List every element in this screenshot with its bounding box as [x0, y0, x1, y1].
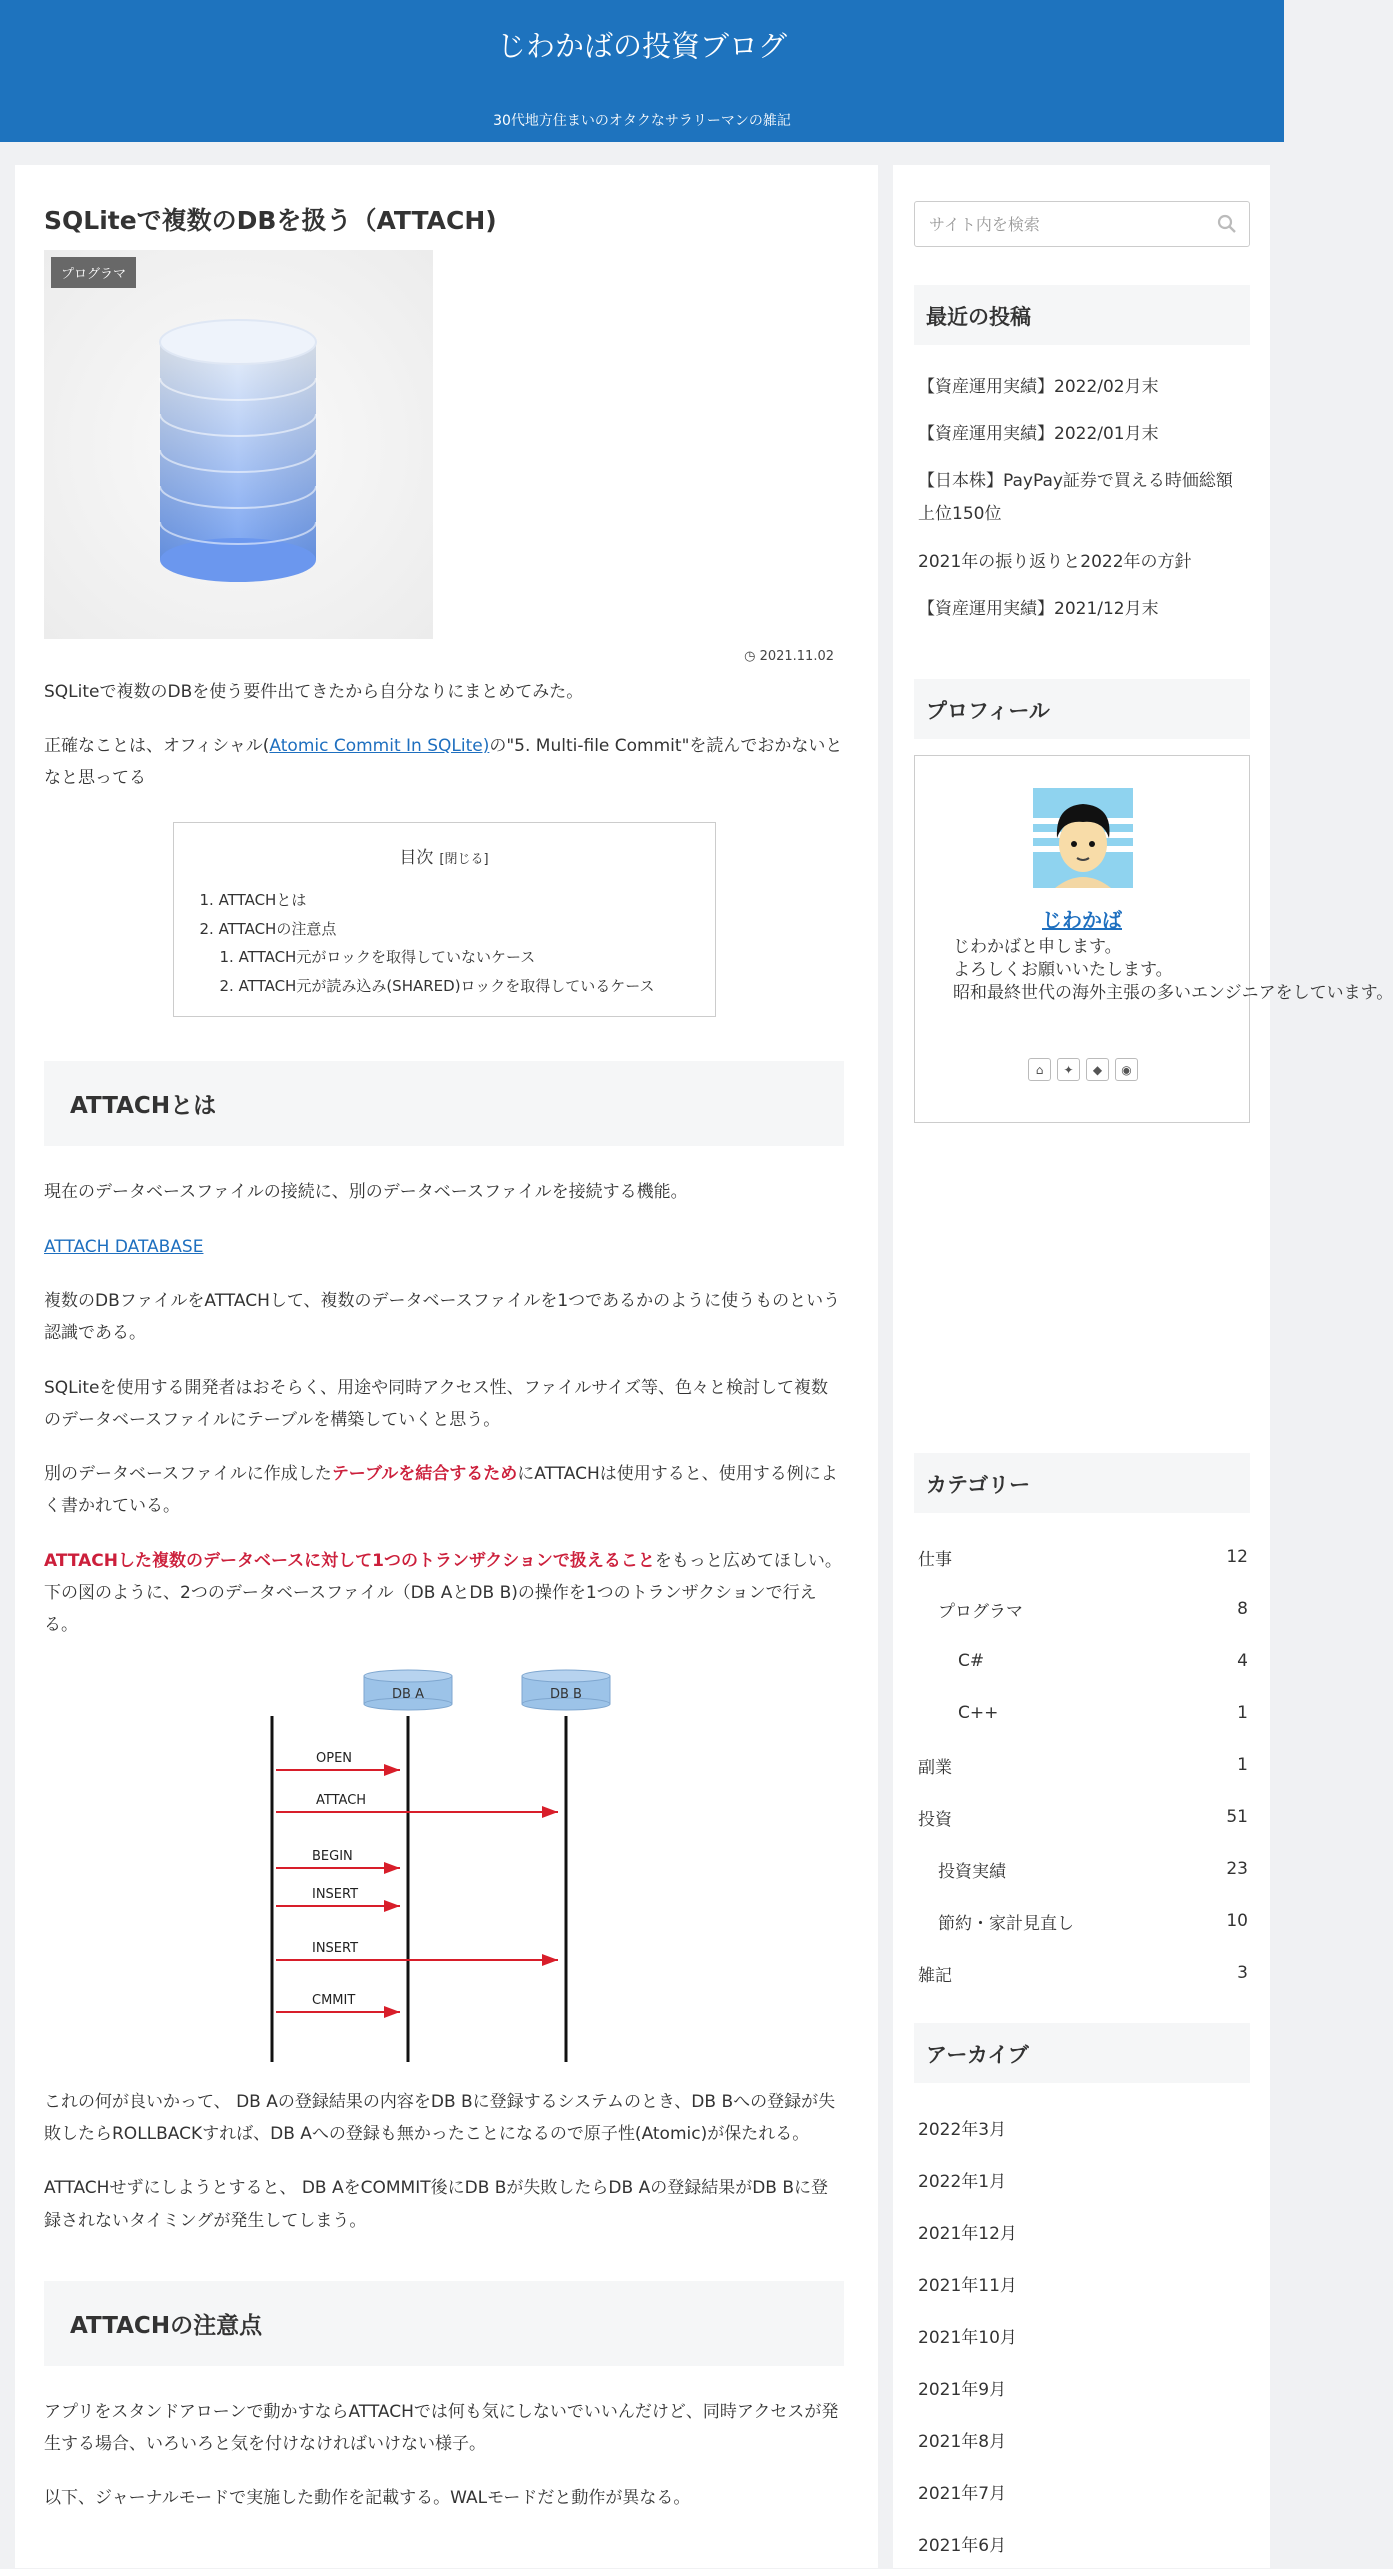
category-label[interactable]: プログラマ [51, 257, 136, 288]
profile-name[interactable]: じわかば [1042, 908, 1122, 932]
db-a-label: DB A [392, 1686, 424, 1702]
search-input[interactable] [915, 202, 1195, 246]
search-icon[interactable] [1217, 214, 1237, 234]
recent-post-item[interactable]: 【日本株】PayPay証券で買える時価総額上位150位 [918, 471, 1233, 525]
profile-bio: じわかばと申します。 よろしくお願いいたします。 昭和最終世代の海外主張の多いエンジニアをしています。 [953, 937, 1393, 1003]
database-icon [44, 250, 433, 639]
recent-post-item[interactable]: 2021年の振り返りと2022年の方針 [918, 551, 1192, 572]
eyecatch-image [44, 250, 433, 639]
section1-paragraph-1: 現在のデータベースファイルの接続に、別のデータベースファイルを接続する機能。 [44, 1182, 688, 1203]
sidebar [893, 165, 1393, 2568]
section1-paragraph-4: 別のデータベースファイルに作成したテーブルを結合するためにATTACHは使用すると、使用する例によく書かれている。 [44, 1464, 838, 1517]
twitter-icon[interactable]: ✦ [1057, 1058, 1080, 1081]
db-a-cylinder [364, 1670, 452, 1710]
toc-item-2[interactable]: 2. ATTACHの注意点 [199, 919, 337, 938]
site-title[interactable]: じわかばの投資ブログ [496, 29, 787, 63]
section1-paragraph-6: これの何が良いかって、 DB Aの登録結果の内容をDB Bに登録するシステムのとき、DB Bへの登録が失敗したらROLLBACKすれば、DB Aへの登録も無かったことになるので原子性(Atomic)が保たれる。 [44, 2091, 836, 2144]
step-insert-a: INSERT [312, 1886, 359, 1902]
category-list [918, 1531, 1248, 1999]
section2-paragraph-1: アプリをスタンドアローンで動かすならATTACHでは何も気にしないでいいんだけど、同時アクセスが発生する場合、いろいろと気を付けなければいけない様子。 [44, 2401, 839, 2455]
intro-paragraph-2: 正確なことは、オフィシャル(Atomic Commit In SQLite)の"5. Multi-file Commit"を読んでおかないとなと思ってる [44, 735, 843, 789]
step-attach: ATTACH [316, 1792, 367, 1808]
section1-paragraph-2: 複数のDBファイルをATTACHして、複数のデータベースファイルを1つであるかのように使うものという認識である。 [44, 1290, 841, 1344]
transaction-diagram [264, 1666, 624, 2066]
archive-item[interactable]: 2021年11月 [918, 2275, 1017, 2296]
archive-item[interactable]: 2022年1月 [918, 2171, 1007, 2192]
search-box [914, 201, 1250, 247]
recent-posts-title: 最近の投稿 [914, 285, 1250, 345]
section1-paragraph-3: SQLiteを使用する開発者はおそらく、用途や同時アクセス性、ファイルサイズ等、色々と検討して複数のデータベースファイルにテーブルを構築していくと思う。 [44, 1377, 828, 1430]
heading-attach-about: ATTACHとは [44, 1061, 844, 1146]
site-header [0, 0, 1284, 142]
article-title: SQLiteで複数のDBを扱う（ATTACH) [44, 206, 497, 235]
home-icon[interactable]: ⌂ [1028, 1058, 1051, 1081]
atomic-commit-link[interactable]: Atomic Commit In SQLite) [269, 735, 490, 756]
category-item[interactable]: 雑記 3 [918, 1963, 1248, 1986]
category-item[interactable]: プログラマ 8 [938, 1599, 1248, 1622]
archive-item[interactable]: 2021年12月 [918, 2223, 1017, 2244]
article [44, 205, 844, 2515]
toc-subitem-2[interactable]: 2. ATTACH元が読み込み(SHARED)ロックを取得しているケース [219, 976, 655, 995]
toc-toggle[interactable]: [閉じる] [439, 852, 489, 868]
feedly-icon[interactable]: ◆ [1086, 1058, 1109, 1081]
recent-posts-list [918, 371, 1248, 640]
toc-item-1[interactable]: 1. ATTACHとは [199, 891, 307, 910]
category-item[interactable]: 投資実績 23 [938, 1859, 1248, 1882]
archive-item[interactable]: 2022年3月 [918, 2119, 1007, 2140]
section1-paragraph-7: ATTACHせずにしようとすると、 DB AをCOMMIT後にDB Bが失敗したらDB Aの登録結果がDB Bに登録されないタイミングが発生してしまう。 [44, 2178, 829, 2231]
rss-icon[interactable]: ◉ [1115, 1058, 1138, 1081]
step-commit: CMMIT [312, 1992, 356, 2008]
avatar [1033, 788, 1133, 888]
recent-post-item[interactable]: 【資産運用実績】2022/01月末 [918, 424, 1159, 445]
category-title: カテゴリー [914, 1453, 1250, 1513]
step-open: OPEN [316, 1750, 353, 1766]
profile-links [1028, 1058, 1138, 1081]
archive-title: アーカイブ [914, 2023, 1250, 2083]
table-of-contents [173, 822, 716, 1017]
post-date: ◷ 2021.11.02 [744, 648, 834, 664]
archive-list [918, 2101, 1248, 2569]
category-item[interactable]: 副業 1 [918, 1755, 1248, 1778]
recent-post-item[interactable]: 【資産運用実績】2021/12月末 [918, 598, 1159, 619]
attach-database-link[interactable]: ATTACH DATABASE [44, 1236, 204, 1257]
category-item[interactable]: C++ 1 [958, 1703, 1248, 1723]
archive-item[interactable]: 2021年7月 [918, 2483, 1007, 2504]
clock-icon: ◷ [744, 648, 756, 664]
intro-paragraph-1: SQLiteで複数のDBを使う要件出てきたから自分なりにまとめてみた。 [44, 681, 584, 702]
category-item[interactable]: C# 4 [958, 1651, 1248, 1671]
toc-subitem-1[interactable]: 1. ATTACH元がロックを取得していないケース [219, 948, 536, 967]
heading-attach-caution: ATTACHの注意点 [44, 2281, 844, 2366]
step-begin: BEGIN [312, 1848, 353, 1864]
archive-item[interactable]: 2021年6月 [918, 2535, 1007, 2556]
archive-item[interactable]: 2021年8月 [918, 2431, 1007, 2452]
category-item[interactable]: 仕事 12 [918, 1547, 1248, 1570]
section1-paragraph-5: ATTACHした複数のデータベースに対して1つのトランザクションで扱えることをもっと広めてほしい。下の図のように、2つのデータベースファイル（DB AとDB B)の操作を1つのトランザクションで行える。 [44, 1550, 842, 1636]
profile-card [914, 755, 1393, 1123]
archive-item[interactable]: 2021年10月 [918, 2327, 1017, 2348]
step-insert-b: INSERT [312, 1940, 359, 1956]
db-b-cylinder [522, 1670, 610, 1710]
toc-title: 目次 [399, 848, 434, 869]
main-content [15, 165, 878, 2568]
category-item[interactable]: 節約・家計見直し 10 [938, 1911, 1248, 1934]
profile-title: プロフィール [914, 679, 1250, 739]
db-b-label: DB B [550, 1686, 582, 1702]
recent-post-item[interactable]: 【資産運用実績】2022/02月末 [918, 377, 1159, 397]
site-description: 30代地方住まいのオタクなサラリーマンの雑記 [493, 113, 791, 129]
archive-item[interactable]: 2021年9月 [918, 2379, 1007, 2400]
section2-paragraph-2: 以下、ジャーナルモードで実施した動作を記載する。WALモードだと動作が異なる。 [44, 2488, 691, 2509]
category-item[interactable]: 投資 51 [918, 1807, 1248, 1830]
